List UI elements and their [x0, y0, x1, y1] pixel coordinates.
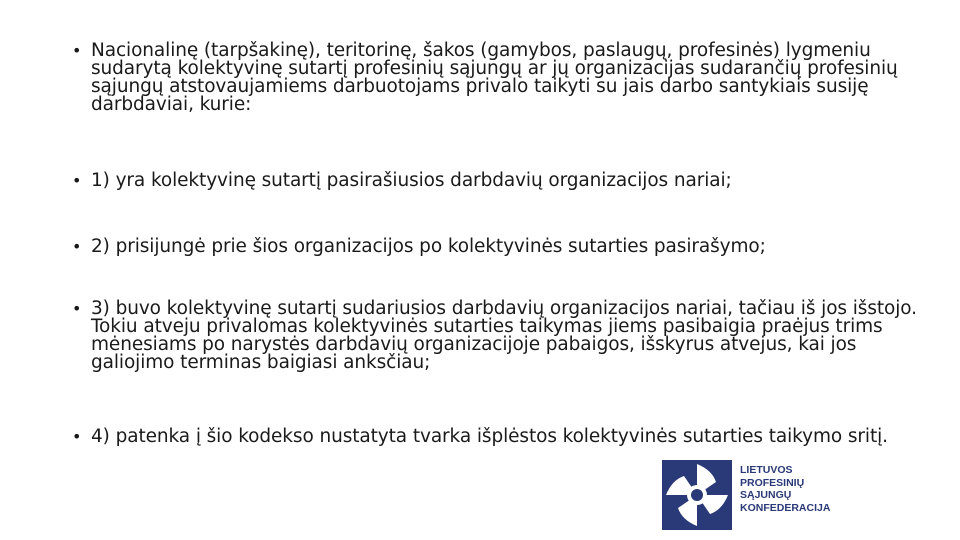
logo-text-line: SĄJUNGŲ [740, 489, 792, 501]
bullet-text: 4) patenka į šio kodekso nustatyta tvarka išplėstos kolektyvinės sutarties taikymo sritį. [91, 426, 888, 447]
bullet-item-2 [72, 238, 922, 256]
bullet-marker: • [72, 299, 82, 318]
bullet-text: 3) buvo kolektyvinę sutartį sudariusios darbdavių organizacijos nariai, tačiau iš jos išstojo. Tokiu atveju privalomas kolektyvinės sutarties taikymas jiems pasibaigia praėjus trims mėnesiams po narystės darbdavių organizacijoje pabaigos, išskyrus atvejus, kai jos galiojimo terminas baigiasi anksčiau; [91, 298, 917, 373]
bullet-marker: • [72, 171, 82, 190]
bullet-marker: • [72, 427, 82, 446]
bullet-text: 1) yra kolektyvinę sutartį pasirašiusios darbdavių organizacijos nariai; [91, 170, 732, 191]
bullet-marker: • [72, 237, 82, 256]
bullet-item-3 [72, 300, 922, 372]
bullet-item-1 [72, 172, 922, 190]
organization-logo [662, 460, 862, 530]
logo-text-line: PROFESINIŲ [740, 476, 805, 489]
logo-text-line: KONFEDERACIJA [740, 501, 831, 514]
logo-mark-icon [662, 460, 732, 530]
bullet-marker: • [72, 41, 82, 60]
bullet-text: Nacionalinę (tarpšakinę), teritorinę, šakos (gamybos, paslaugų, profesinės) lygmeniu sudarytą kolektyvinę sutartį profesinių sąjungų ar jų organizacijas sudarančių profesinių sąjungų atstovaujamiems darbuotojams privalo taikyti su jais darbo santykiais susiję darbdaviai, kurie: [91, 40, 898, 115]
bullet-text: 2) prisijungė prie šios organizacijos po kolektyvinės sutarties pasirašymo; [91, 236, 766, 257]
logo-text [740, 464, 830, 514]
bullet-item-4 [72, 428, 922, 446]
bullet-item-intro [72, 42, 922, 114]
logo-text-line: LIETUVOS [740, 464, 793, 476]
